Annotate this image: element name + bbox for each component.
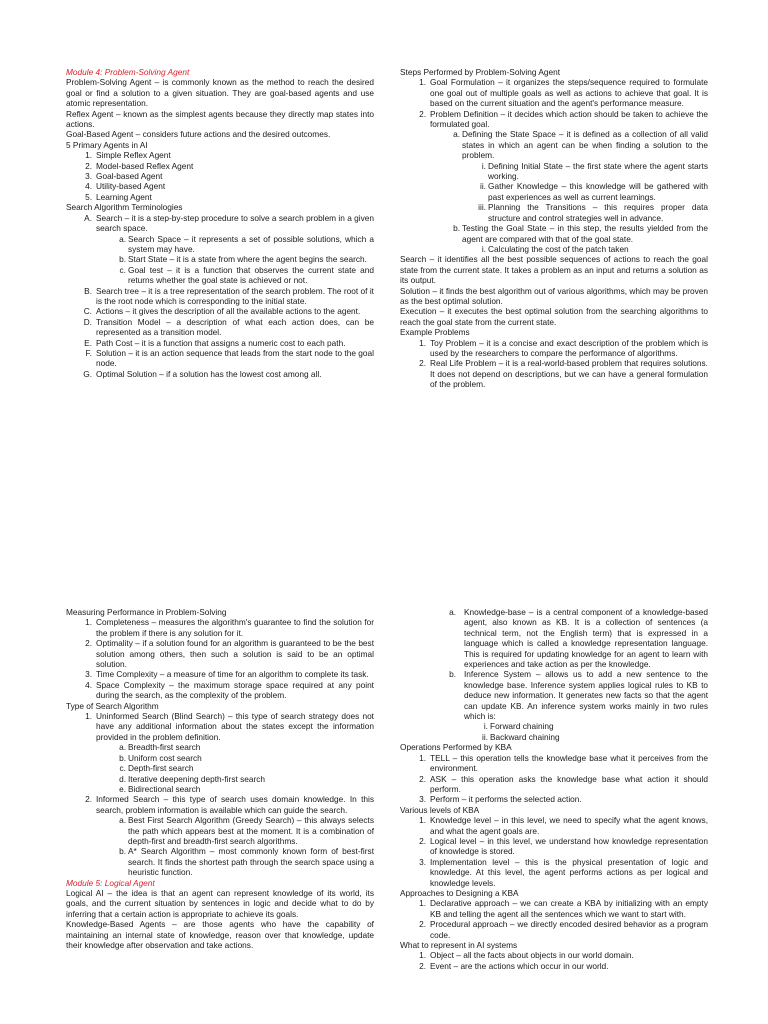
list-marker: 1. — [419, 77, 426, 88]
list-marker: i. — [481, 160, 486, 171]
list-item — [96, 846, 374, 877]
list-item-text: Optimal Solution – if a solution has the lowest cost among all. — [96, 368, 322, 379]
sublist-problem-definition — [400, 129, 708, 254]
list-search-terminologies — [66, 213, 374, 380]
list-item — [400, 109, 708, 255]
list-item — [66, 669, 374, 679]
list-item — [400, 358, 708, 389]
list-item-text: Completeness – measures the algorithm's guarantee to find the solution for the problem if there is any solution for it. — [96, 617, 374, 638]
list-item — [400, 836, 708, 857]
list-item-text: Backward chaining — [490, 731, 560, 742]
list-item-text: Procedural approach – we directly encoded desired behavior as a program code. — [430, 919, 708, 940]
list-item — [400, 753, 708, 774]
list-marker: 2. — [419, 919, 426, 930]
list-steps — [400, 77, 708, 254]
list-marker: a. — [119, 815, 126, 826]
list-item-text: Solution – it is an action sequence that leads from the start node to the goal node. — [96, 347, 374, 369]
module-5-title: Module 5: Logical Agent — [66, 877, 155, 888]
list-marker: c. — [119, 264, 126, 275]
list-item — [66, 286, 374, 307]
list-marker: b. — [119, 752, 126, 763]
list-marker: 2. — [85, 638, 92, 649]
list-item — [66, 617, 374, 638]
list-item — [400, 857, 708, 888]
list-levels — [400, 815, 708, 888]
list-marker: b. — [453, 223, 460, 234]
list-item-text: Real Life Problem – it is a real-world-based problem that requires solutions. It does not depend on descriptions, but we can have a general formulation of the problem. — [430, 358, 708, 390]
list-marker: C. — [83, 306, 92, 317]
list-item-text: Best First Search Algorithm (Greedy Search) – this always selects the path which appears best at the moment. It is a combination of depth-first and breadth-first search algorithms. — [128, 815, 374, 846]
list-item-text: Informed Search – this type of search uses domain knowledge. In this search, problem information is available which can guide the search. — [96, 794, 374, 815]
list-item-text: Logical level – in this level, we understand how knowledge representation of knowledge is stored. — [430, 835, 708, 857]
list-item — [430, 129, 708, 223]
list-marker: a. — [119, 742, 126, 753]
list-item-text: Problem Definition – it decides which action should be taken to achieve the formulated goal. — [430, 108, 708, 130]
list-marker: 1. — [419, 337, 426, 348]
list-item — [400, 338, 708, 359]
list-item-text: Uninformed Search (Blind Search) – this type of search strategy does not have any additional information about the states except the information provided in the problem definition. — [96, 711, 374, 742]
list-item-text: Planning the Transitions – this requires proper data structure and control strategies well in advance. — [488, 202, 708, 223]
list-item — [400, 919, 708, 940]
list-item-text: Perform – it performs the selected action. — [430, 794, 582, 805]
list-marker: ii. — [480, 181, 486, 192]
list-search-types — [66, 711, 374, 878]
list-item — [96, 742, 374, 752]
list-item — [462, 202, 708, 223]
heading-operations: Operations Performed by KBA — [400, 742, 512, 753]
list-marker: A. — [84, 212, 92, 223]
list-item — [66, 369, 374, 379]
list-marker: 3. — [419, 856, 426, 867]
list-measures — [66, 617, 374, 700]
list-marker: b. — [119, 846, 126, 857]
list-marker: 1. — [419, 950, 426, 961]
list-item-text: Utility-based Agent — [96, 181, 166, 192]
list-marker: i. — [483, 721, 488, 732]
list-marker: 2. — [419, 358, 426, 369]
list-marker: a. — [119, 233, 126, 244]
list-item — [96, 753, 374, 763]
list-item — [66, 192, 374, 202]
list-item-text: Depth-first search — [128, 763, 194, 774]
sublist-informed — [66, 815, 374, 877]
list-marker: G. — [83, 368, 92, 379]
list-item — [464, 721, 708, 731]
list-marker: 1. — [419, 752, 426, 763]
list-item — [66, 317, 374, 338]
sublist-state-space — [430, 161, 708, 223]
list-example-problems — [400, 338, 708, 390]
list-item — [96, 774, 374, 784]
list-marker: 1. — [85, 617, 92, 628]
list-marker: 4. — [85, 679, 92, 690]
list-item-text: Transition Model – a description of what each action does, can be represented as a transition model. — [96, 316, 374, 338]
list-item-text: Knowledge-base – is a central component of a knowledge-based agent, also known as KB. It is a collection of sentences (a technical term, not the English term) that is expressed in a language which is called a knowledge representation language. This is required for updating knowledge for an agent to learn with experiences and take action as per the knowledge. — [464, 607, 708, 670]
list-marker: i. — [481, 243, 486, 254]
list-marker: 1. — [419, 898, 426, 909]
sublist-search — [66, 234, 374, 286]
list-item — [464, 732, 708, 742]
list-item — [430, 223, 708, 254]
list-item-text: Optimality – if a solution found for an algorithm is guaranteed to be the best solution among others, then such a solution is said to be an optimal solution. — [96, 638, 374, 670]
list-item — [400, 898, 708, 919]
list-item-text: Gather Knowledge – this knowledge will be gathered with past experiences as well as current learnings. — [488, 181, 708, 202]
list-item-text: Search Space – it represents a set of possible solutions, which a system may have. — [128, 233, 374, 254]
list-item-text: ASK – this operation asks the knowledge base what action it should perform. — [430, 773, 708, 794]
sublist-uninformed — [66, 742, 374, 794]
list-marker: F. — [85, 347, 92, 358]
list-marker: 5. — [85, 191, 92, 202]
list-item — [400, 794, 708, 804]
list-kba-parts — [400, 607, 708, 742]
list-item — [400, 815, 708, 836]
paragraph-search: Search – it identifies all the best possible sequences of actions to reach the goal state from the current state. It takes a problem as an input and returns a solution as its output. — [400, 254, 708, 286]
list-approaches — [400, 898, 708, 940]
list-item-text: Model-based Reflex Agent — [96, 160, 194, 171]
list-what-to-represent — [400, 950, 708, 971]
list-item-text: Testing the Goal State – in this step, the results yielded from the agent are compared with that of the goal state. — [462, 223, 708, 244]
heading-measuring-performance: Measuring Performance in Problem-Solving — [66, 607, 227, 617]
list-marker: 2. — [419, 835, 426, 846]
list-marker: 4. — [85, 181, 92, 192]
paragraph-reflex-agent: Reflex Agent – known as the simplest agents because they directly map states into actions. — [66, 108, 374, 130]
list-item-text: Breadth-first search — [128, 742, 201, 753]
sublist-inference-rules — [432, 721, 708, 742]
list-item-text: Defining the State Space – it is defined as a collection of all valid states in which an agent can be when finding a solution to the problem. — [462, 129, 708, 161]
list-item-text: Bidirectional search — [128, 783, 201, 794]
list-item — [400, 961, 708, 971]
paragraph-goal-based-agent: Goal-Based Agent – considers future actions and the desired outcomes. — [66, 129, 331, 140]
list-item — [66, 348, 374, 369]
column-bottom-right — [400, 607, 708, 971]
list-marker: 2. — [85, 160, 92, 171]
list-item-text: Actions – it gives the description of all the available actions to the agent. — [96, 306, 361, 317]
list-item — [66, 794, 374, 877]
list-item-text: Simple Reflex Agent — [96, 150, 171, 161]
column-top-right — [400, 67, 708, 390]
list-item-text: Search – it is a step-by-step procedure to solve a search problem in a given search space. — [96, 212, 374, 234]
list-item-text: Path Cost – it is a function that assigns a numeric cost to each path. — [96, 337, 346, 348]
heading-search-types: Type of Search Algorithm — [66, 700, 159, 711]
list-item — [66, 181, 374, 191]
heading-what-to-represent: What to represent in AI systems — [400, 940, 518, 950]
list-marker: 2. — [419, 108, 426, 119]
list-item — [66, 711, 374, 794]
list-item — [462, 181, 708, 202]
list-item — [66, 150, 374, 160]
column-bottom-left — [66, 607, 374, 950]
list-marker: 2. — [419, 773, 426, 784]
paragraph-execution: Execution – it executes the best optimal solution from the searching algorithms to reach the goal state from the current state. — [400, 306, 708, 327]
list-item — [462, 161, 708, 182]
list-marker: 2. — [85, 794, 92, 805]
list-marker: 1. — [85, 150, 92, 161]
list-item — [66, 171, 374, 181]
list-marker: b. — [449, 669, 456, 680]
paragraph-problem-solving-agent: Problem-Solving Agent – is commonly known as the method to reach the desired goal or find a solution to a given situation. They are goal-based agents and use atomic representation. — [66, 77, 374, 109]
heading-search-terminologies: Search Algorithm Terminologies — [66, 202, 183, 213]
list-item — [96, 234, 374, 255]
list-item — [66, 638, 374, 669]
heading-approaches: Approaches to Designing a KBA — [400, 887, 519, 898]
list-item — [462, 244, 708, 254]
list-item — [400, 950, 708, 960]
list-item-text: Defining Initial State – the first state where the agent starts working. — [488, 160, 708, 182]
list-marker: D. — [83, 316, 92, 327]
list-marker: B. — [84, 285, 92, 296]
heading-levels: Various levels of KBA — [400, 804, 480, 815]
list-marker: a. — [453, 129, 460, 140]
list-item — [66, 213, 374, 286]
list-item-text: Event – are the actions which occur in our world. — [430, 960, 609, 971]
list-operations — [400, 753, 708, 805]
list-item — [66, 338, 374, 348]
list-item-text: Declarative approach – we can create a KBA by initializing with an empty KB and telling the agent all the sentences which we want to start with. — [430, 898, 708, 919]
paragraph-logical-ai: Logical AI – the idea is that an agent can represent knowledge of its world, its goals, and the current situation by sentences in logic and decide what to do by inferring that a certain action is appropriate to achieve its goals. — [66, 887, 374, 919]
list-item-text: Iterative deepening depth-first search — [128, 773, 265, 784]
list-marker: 1. — [419, 815, 426, 826]
list-item-text: Goal-based Agent — [96, 171, 163, 182]
paragraph-solution: Solution – it finds the best algorithm out of various algorithms, which may be proven as the best optimal solution. — [400, 285, 708, 306]
list-item-text: Start State – it is a state from where the agent begins the search. — [128, 254, 367, 265]
sublist-goal-state — [430, 244, 708, 254]
heading-primary-agents: 5 Primary Agents in AI — [66, 139, 148, 150]
list-item — [66, 680, 374, 701]
list-item-text: Knowledge level – in this level, we need to specify what the agent knows, and what the agent goals are. — [430, 815, 708, 836]
list-item-text: TELL – this operation tells the knowledge base what it perceives from the environment. — [430, 752, 708, 774]
list-item — [400, 77, 708, 108]
list-marker: ii. — [482, 731, 488, 742]
paragraph-knowledge-based-agents: Knowledge-Based Agents – are those agents who have the capability of maintaining an internal state of knowledge, reason over that knowledge, update their knowledge after observation and take actions. — [66, 919, 374, 950]
list-item-text: Goal test – it is a function that observes the current state and returns whether the goal state is achieved or not. — [128, 264, 374, 286]
list-item-text: A* Search Algorithm – most commonly known form of best-first search. It finds the shortest path through the search space using a heuristic function. — [128, 846, 374, 878]
list-marker: iii. — [478, 202, 486, 213]
list-item — [66, 306, 374, 316]
list-marker: 3. — [419, 794, 426, 805]
list-marker: 1. — [85, 711, 92, 722]
heading-steps: Steps Performed by Problem-Solving Agent — [400, 67, 561, 77]
list-marker: 3. — [85, 171, 92, 182]
list-item-text: Toy Problem – it is a concise and exact description of the problem which is used by the researchers to compare the performance of algorithms. — [430, 337, 708, 358]
list-item-text: Implementation level – this is the physical presentation of logic and knowledge. At this level, the agent performs actions as per logical and knowledge levels. — [430, 856, 708, 888]
list-item — [400, 774, 708, 795]
list-item-text: Space Complexity – the maximum storage space required at any point during the search, as the complexity of the problem. — [96, 679, 374, 701]
list-item-text: Object – all the facts about objects in our world domain. — [430, 950, 634, 961]
list-marker: e. — [119, 783, 126, 794]
list-item-text: Search tree – it is a tree representation of the search problem. The root of it is the root node which is corresponding to the initial state. — [96, 285, 374, 306]
heading-example-problems: Example Problems — [400, 327, 470, 338]
list-marker: a. — [449, 607, 456, 617]
list-marker: 3. — [85, 669, 92, 680]
list-item — [66, 161, 374, 171]
list-marker: c. — [119, 763, 126, 774]
list-item — [96, 784, 374, 794]
column-top-left — [66, 67, 374, 379]
list-item-text: Calculating the cost of the patch taken — [488, 243, 629, 254]
list-item-text: Uniform cost search — [128, 752, 202, 763]
module-4-title: Module 4: Problem-Solving Agent — [66, 67, 190, 77]
list-item — [96, 763, 374, 773]
list-item — [96, 254, 374, 264]
list-primary-agents — [66, 150, 374, 202]
list-item-text: Learning Agent — [96, 191, 152, 202]
list-item-text: Goal Formulation – it organizes the steps/sequence required to formulate one goal out of multiple goals as well as actions to achieve that goal. It is based on the current situation and the agent's performance measure. — [430, 77, 708, 109]
list-marker: b. — [119, 254, 126, 265]
list-marker: 2. — [419, 960, 426, 971]
list-item-text: Inference System – allows us to add a new sentence to the knowledge base. Inference system applies logical rules to KB to deduce new information. It generates new facts so that the agent can update KB. An inference system works mainly in two rules which is: — [464, 669, 708, 722]
list-item-text: Time Complexity – a measure of time for an algorithm to complete its task. — [96, 669, 369, 680]
list-marker: E. — [84, 337, 92, 348]
list-item — [400, 669, 708, 742]
list-marker: d. — [119, 773, 126, 784]
list-item — [96, 815, 374, 846]
list-item-text: Forward chaining — [490, 721, 554, 732]
list-item — [96, 265, 374, 286]
list-item — [400, 607, 708, 669]
